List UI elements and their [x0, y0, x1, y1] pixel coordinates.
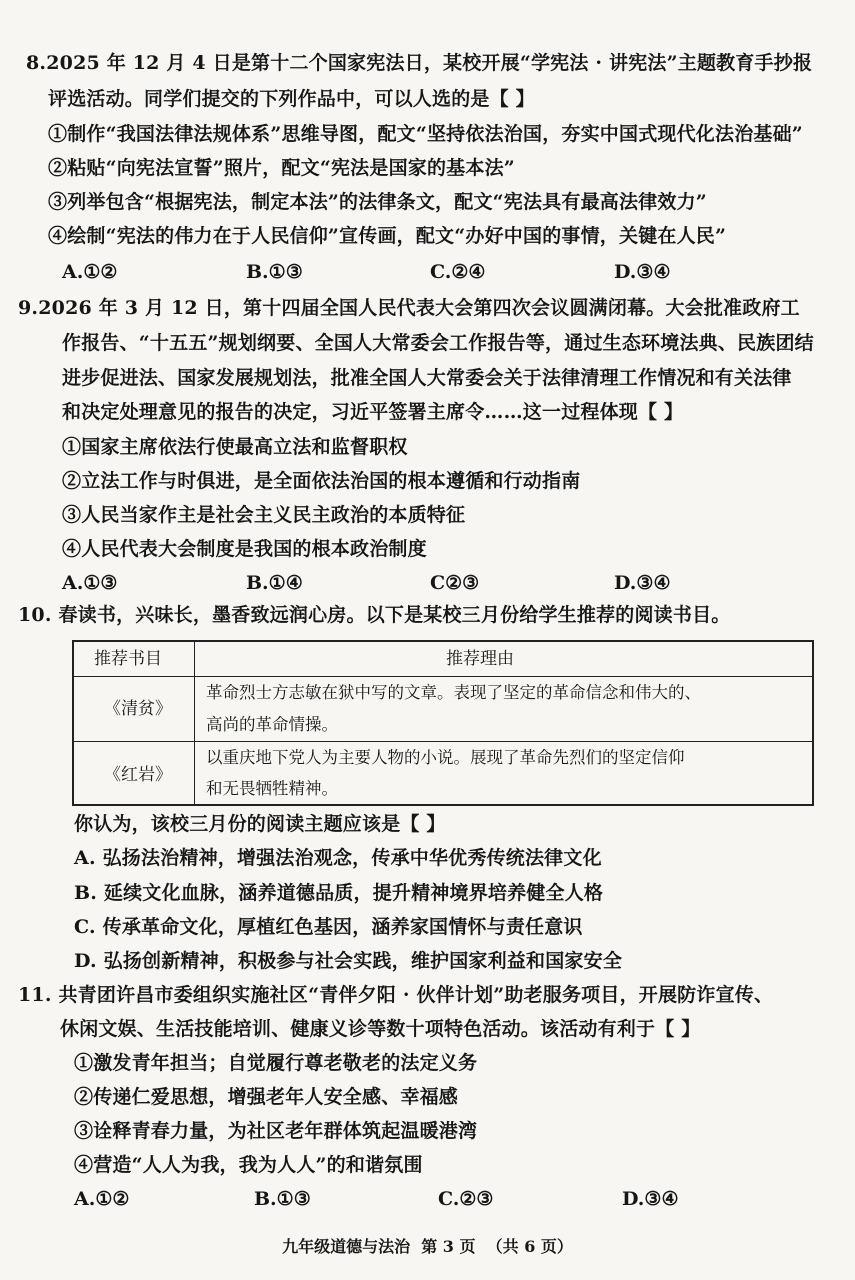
- q9-option-c: C②③: [430, 572, 480, 594]
- q9-item-1: ①国家主席依法行使最高立法和监督职权: [62, 436, 408, 458]
- q8-item-1: ①制作“我国法律法规体系”思维导图，配文“坚持依法治国，夯实中国式现代化法治基础”: [48, 123, 803, 145]
- q11-option-d: D.③④: [622, 1188, 679, 1210]
- table-column-divider: [194, 642, 195, 804]
- q9-item-2: ②立法工作与时俱进，是全面依法治国的根本遵循和行动指南: [62, 470, 581, 492]
- q9-option-b: B.①④: [246, 572, 303, 594]
- q11-item-4: ④营造“人人为我，我为人人”的和谐氛围: [74, 1154, 423, 1176]
- q11-option-b: B.①③: [254, 1188, 311, 1210]
- q9-stem-line-4: 和决定处理意见的报告的决定，习近平签署主席令……这一过程体现【 】: [62, 401, 684, 423]
- page-footer: 九年级道德与法治 第 3 页 （共 6 页）: [282, 1237, 573, 1256]
- q9-option-d: D.③④: [614, 572, 671, 594]
- q9-option-a: A.①③: [62, 572, 118, 594]
- q11-option-a: A.①②: [74, 1188, 130, 1210]
- q8-item-4: ④绘制“宪法的伟力在于人民信仰”宣传画，配文“办好中国的事情，关键在人民”: [48, 225, 727, 247]
- table-row-2-reason-line-1: 以重庆地下党人为主要人物的小说。展现了革命先烈们的坚定信仰: [206, 748, 685, 767]
- q10-option-a: A. 弘扬法治精神，增强法治观念，传承中华优秀传统法律文化: [74, 847, 602, 869]
- q8-option-a: A.①②: [62, 261, 118, 283]
- q10-option-c: C. 传承革命文化，厚植红色基因，涵养家国情怀与责任意识: [74, 916, 583, 938]
- q10-option-b: B. 延续文化血脉，涵养道德品质，提升精神境界培养健全人格: [74, 882, 604, 904]
- q11-item-1: ①激发青年担当；自觉履行尊老敬老的法定义务: [74, 1052, 478, 1074]
- q11-option-c: C.②③: [438, 1188, 494, 1210]
- q9-stem-line-1: 9.2026 年 3 月 12 日，第十四届全国人民代表大会第四次会议圆满闭幕。大会批准政府工: [18, 297, 800, 319]
- q8-option-b: B.①③: [246, 261, 303, 283]
- q8-stem-line-2: 评选活动。同学们提交的下列作品中，可以人选的是【 】: [48, 88, 535, 110]
- q11-item-3: ③诠释青春力量，为社区老年群体筑起温暖港湾: [74, 1120, 478, 1142]
- table-row-2-book: 《红岩》: [104, 765, 172, 785]
- q9-stem-line-2: 作报告、“十五五”规划纲要、全国人大常委会工作报告等，通过生态环境法典、民族团结: [62, 332, 814, 354]
- q11-stem-line-2: 休闲文娱、生活技能培训、健康义诊等数十项特色活动。该活动有利于【 】: [60, 1018, 701, 1040]
- table-row-1-reason-line-1: 革命烈士方志敏在狱中写的文章。表现了坚定的革命信念和伟大的、: [206, 683, 701, 702]
- q9-item-3: ③人民当家作主是社会主义民主政治的本质特征: [62, 504, 466, 526]
- q10-option-d: D. 弘扬创新精神，积极参与社会实践，维护国家利益和国家安全: [74, 950, 623, 972]
- q8-option-d: D.③④: [614, 261, 671, 283]
- q11-item-2: ②传递仁爱思想，增强老年人安全感、幸福感: [74, 1086, 459, 1108]
- table-header-reason: 推荐理由: [446, 649, 514, 669]
- reading-list-table: [72, 640, 814, 806]
- q8-item-2: ②粘贴“向宪法宣誓”照片，配文“宪法是国家的基本法”: [48, 157, 515, 179]
- table-row-1-book: 《清贫》: [104, 699, 172, 719]
- q9-item-4: ④人民代表大会制度是我国的根本政治制度: [62, 538, 427, 560]
- q9-stem-line-3: 进步促进法、国家发展规划法，批准全国人大常委会关于法律清理工作情况和有关法律: [62, 367, 792, 389]
- table-row-1-reason-line-2: 高尚的革命情操。: [206, 715, 338, 734]
- q8-item-3: ③列举包含“根据宪法，制定本法”的法律条文，配文“宪法具有最高法律效力”: [48, 191, 707, 213]
- q10-stem: 10. 春读书，兴味长，墨香致远润心房。以下是某校三月份给学生推荐的阅读书目。: [18, 604, 731, 626]
- q8-stem-line-1: 8.2025 年 12 月 4 日是第十二个国家宪法日，某校开展“学宪法 · 讲宪法”主题教育手抄报: [26, 52, 813, 74]
- q11-stem-line-1: 11. 共青团许昌市委组织实施社区“青伴夕阳 · 伙伴计划”助老服务项目，开展防诈宣传、: [18, 984, 774, 1006]
- table-row-2-reason-line-2: 和无畏牺牲精神。: [206, 779, 338, 798]
- q8-option-c: C.②④: [430, 261, 486, 283]
- q10-question: 你认为，该校三月份的阅读主题应该是【 】: [74, 813, 446, 835]
- table-header-book: 推荐书目: [94, 649, 162, 669]
